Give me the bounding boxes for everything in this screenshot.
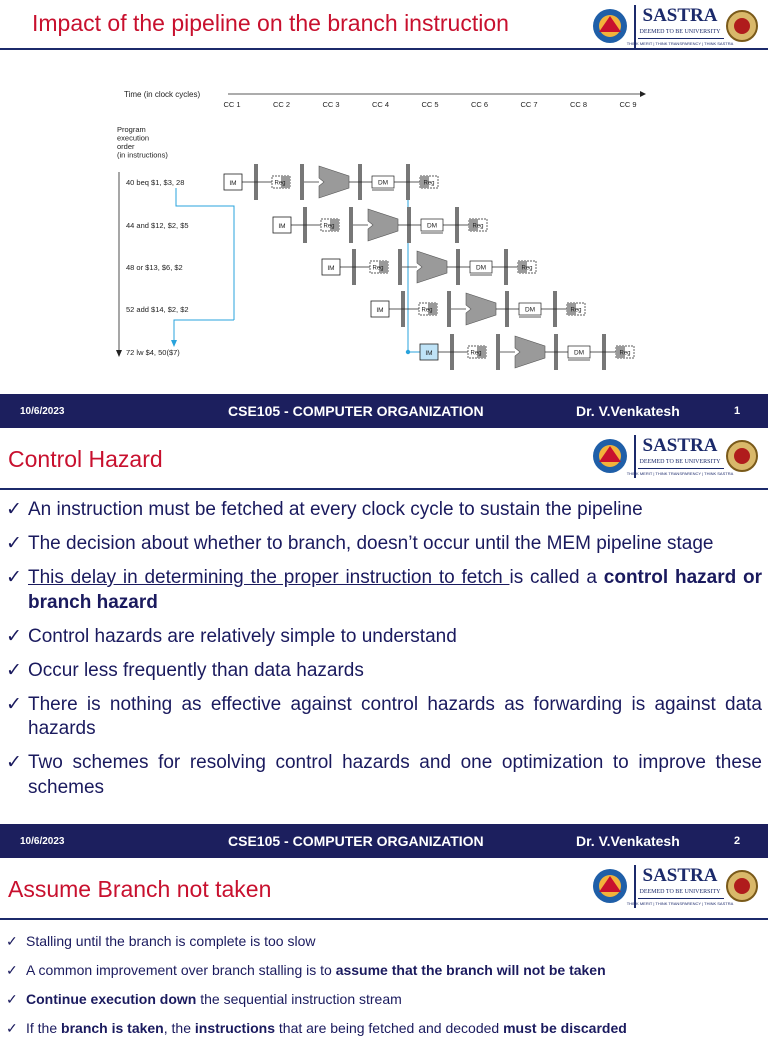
footer-date: 10/6/2023 <box>20 406 65 417</box>
pipeline-row <box>273 207 487 243</box>
bullet-item: ✓ The decision about whether to branch, doesn’t occur until the MEM pipeline stage <box>6 532 762 557</box>
reg-label: Reg <box>372 265 384 272</box>
reg-label: Reg <box>521 265 533 272</box>
clock-cycle-label: CC 4 <box>371 100 390 109</box>
pipeline-register <box>496 334 500 370</box>
reg-label: Reg <box>423 180 435 187</box>
sastra-logo <box>590 2 762 52</box>
clock-cycle-label: CC 3 <box>322 100 340 109</box>
bullet-list <box>6 932 762 1048</box>
check-icon: ✓ <box>6 499 22 520</box>
reg-label: Reg <box>472 223 484 230</box>
logo-tagline: DEEMED TO BE UNIVERSITY <box>639 29 721 35</box>
check-icon: ✓ <box>6 567 22 588</box>
logo-motto: THINK MERIT | THINK TRANSPARENCY | THINK SASTRA <box>626 901 734 906</box>
pipeline-register <box>300 164 304 200</box>
reg-label: Reg <box>570 307 582 314</box>
check-icon: ✓ <box>6 933 18 949</box>
footer-author: Dr. V.Venkatesh <box>576 403 680 419</box>
program-order-label: (in instructions) <box>117 150 168 160</box>
reg-label: Reg <box>274 180 286 187</box>
reg-label: Reg <box>470 350 482 357</box>
check-icon: ✓ <box>6 1020 18 1036</box>
pipeline-register <box>349 207 353 243</box>
slide-2 <box>0 428 768 858</box>
alu-shape <box>417 251 447 283</box>
slide-title: Control Hazard <box>8 446 163 472</box>
time-axis-label: Time (in clock cycles) <box>124 90 201 99</box>
clock-cycle-label: CC 7 <box>520 100 538 109</box>
branch-target-arrow <box>176 188 234 320</box>
clock-cycle-label: CC 2 <box>272 100 291 109</box>
time-axis-arrowhead <box>640 91 646 97</box>
bullet-item: ✓ A common improvement over branch stalling is to assume that the branch will not be taken <box>6 962 606 978</box>
slide-title: Impact of the pipeline on the branch instruction <box>32 10 509 36</box>
im-label: IM <box>278 223 286 230</box>
dm-label: DM <box>573 349 585 357</box>
check-icon: ✓ <box>6 991 18 1007</box>
clock-cycle-label: CC 1 <box>223 100 241 109</box>
footer-author: Dr. V.Venkatesh <box>576 833 680 849</box>
dm-label: DM <box>475 264 487 272</box>
instruction-label: 44 and $12, $2, $5 <box>126 221 189 230</box>
pipeline-row <box>224 164 438 200</box>
bullet-item: ✓ Stalling until the branch is complete is too slow <box>6 933 316 949</box>
logo-name: SASTRA <box>642 865 718 886</box>
footer-bar <box>0 824 768 858</box>
branch-target-arrowhead <box>171 340 177 347</box>
alu-shape <box>319 166 349 198</box>
im-label: IM <box>425 350 433 357</box>
im-label: IM <box>376 307 384 314</box>
logo-tagline: DEEMED TO BE UNIVERSITY <box>639 459 721 465</box>
alu-shape <box>368 209 398 241</box>
clock-cycle-label: CC 8 <box>569 100 588 109</box>
bullet-item: ✓ If the branch is taken, the instructions that are being fetched and decoded must be discarded <box>6 1020 627 1036</box>
logo-tagline: DEEMED TO BE UNIVERSITY <box>639 889 721 895</box>
slide-1 <box>0 0 768 428</box>
program-order-label: Program <box>117 125 146 134</box>
check-icon: ✓ <box>6 752 22 773</box>
im-label: IM <box>327 265 335 272</box>
clock-cycle-label: CC 9 <box>619 100 637 109</box>
sastra-logo <box>590 432 762 482</box>
pipeline-register <box>398 249 402 285</box>
bullet-item: ✓ Two schemes for resolving control hazards and one optimization to improve these schemes <box>6 752 762 798</box>
bullet-item: ✓ Occur less frequently than data hazards <box>6 659 762 684</box>
bullet-list <box>6 498 762 810</box>
pipeline-diagram <box>0 52 768 392</box>
program-order-label: order <box>117 142 135 151</box>
instruction-label: 72 lw $4, 50($7) <box>126 348 180 357</box>
pipeline-row <box>371 291 585 327</box>
branch-target-arrow-leg <box>174 320 234 342</box>
reg-label: Reg <box>323 223 335 230</box>
footer-date: 10/6/2023 <box>20 836 65 847</box>
bullet-item: ✓ Control hazards are relatively simple to understand <box>6 625 762 650</box>
footer-page-number: 2 <box>734 835 741 847</box>
footer-course: CSE105 - COMPUTER ORGANIZATION <box>228 403 484 419</box>
instruction-label: 40 beq $1, $3, 28 <box>126 178 185 187</box>
instruction-label: 52 add $14, $2, $2 <box>126 305 189 314</box>
check-icon: ✓ <box>6 533 22 554</box>
bullet-item: ✓ There is nothing as effective against control hazards as forwarding is against data hazards <box>6 693 762 739</box>
footer-page-number: 1 <box>734 405 741 417</box>
bullet-item: ✓ This delay in determining the proper instruction to fetch is called a control hazard or branch hazard <box>6 567 762 613</box>
footer-bar <box>0 394 768 428</box>
sastra-logo <box>590 862 762 912</box>
dm-label: DM <box>426 222 438 230</box>
slide-title: Assume Branch not taken <box>8 876 272 902</box>
logo-motto: THINK MERIT | THINK TRANSPARENCY | THINK SASTRA <box>626 41 734 46</box>
header-rule <box>0 48 768 50</box>
clock-cycle-label: CC 6 <box>470 100 489 109</box>
dm-label: DM <box>377 179 389 187</box>
branch-resolve-dot <box>406 350 410 354</box>
instruction-label: 48 or $13, $6, $2 <box>126 263 183 272</box>
clock-cycle-label: CC 5 <box>421 100 439 109</box>
bullet-item: ✓ Continue execution down the sequential instruction stream <box>6 991 402 1007</box>
program-order-arrowhead <box>116 350 122 357</box>
alu-shape <box>466 293 496 325</box>
header-rule <box>0 918 768 920</box>
pipeline-row <box>420 334 634 370</box>
pipeline-row <box>322 249 536 285</box>
dm-label: DM <box>524 306 536 314</box>
program-order-label: execution <box>117 133 150 143</box>
reg-label: Reg <box>619 350 631 357</box>
logo-name: SASTRA <box>642 5 718 26</box>
header-rule <box>0 488 768 490</box>
slide-3 <box>0 858 768 1036</box>
check-icon: ✓ <box>6 693 22 715</box>
logo-motto: THINK MERIT | THINK TRANSPARENCY | THINK SASTRA <box>626 471 734 476</box>
reg-label: Reg <box>421 307 433 314</box>
check-icon: ✓ <box>6 659 22 681</box>
check-icon: ✓ <box>6 962 18 978</box>
bullet-item: ✓ An instruction must be fetched at every clock cycle to sustain the pipeline <box>6 498 762 523</box>
alu-shape <box>515 336 545 368</box>
logo-name: SASTRA <box>642 435 718 456</box>
footer-course: CSE105 - COMPUTER ORGANIZATION <box>228 833 484 849</box>
check-icon: ✓ <box>6 625 22 647</box>
im-label: IM <box>229 180 237 187</box>
pipeline-register <box>447 291 451 327</box>
